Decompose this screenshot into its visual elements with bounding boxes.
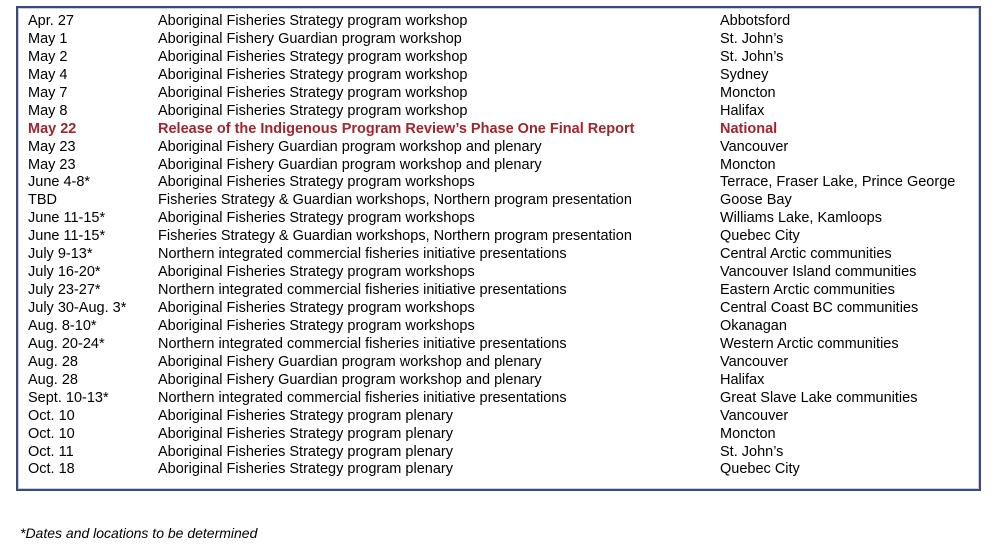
location-cell: Quebec City <box>720 461 800 478</box>
location-cell: Vancouver Island communities <box>720 264 917 281</box>
schedule-row <box>18 85 979 103</box>
schedule-row-highlighted <box>18 121 979 139</box>
location-cell: Goose Bay <box>720 192 792 209</box>
schedule-row <box>18 103 979 121</box>
location-cell: St. John’s <box>720 443 784 460</box>
schedule-table <box>16 6 981 491</box>
schedule-row <box>18 139 979 157</box>
location-cell: Western Arctic communities <box>720 335 899 352</box>
schedule-row <box>18 444 979 462</box>
location-cell: Halifax <box>720 371 765 388</box>
schedule-row <box>18 336 979 354</box>
date-cell: July 16-20* <box>28 264 101 281</box>
schedule-row <box>18 354 979 372</box>
date-cell: July 9-13* <box>28 246 93 263</box>
date-cell: TBD <box>28 192 57 209</box>
date-cell: Oct. 18 <box>28 461 75 478</box>
event-cell: Aboriginal Fisheries Strategy program workshops <box>158 210 475 227</box>
event-cell: Aboriginal Fisheries Strategy program workshop <box>158 66 468 83</box>
event-cell: Aboriginal Fishery Guardian program workshop and plenary <box>158 353 542 370</box>
event-cell: Aboriginal Fisheries Strategy program workshop <box>158 48 468 65</box>
schedule-row <box>18 246 979 264</box>
event-cell: Northern integrated commercial fisheries initiative presentations <box>158 389 567 406</box>
event-cell: Aboriginal Fisheries Strategy program workshop <box>158 13 468 29</box>
location-cell: Central Arctic communities <box>720 246 892 263</box>
schedule-rows <box>18 13 979 479</box>
schedule-row <box>18 282 979 300</box>
event-cell: Aboriginal Fisheries Strategy program plenary <box>158 461 453 478</box>
date-cell: Sept. 10-13* <box>28 389 109 406</box>
date-cell: May 8 <box>28 102 68 119</box>
schedule-row <box>18 426 979 444</box>
location-cell: Williams Lake, Kamloops <box>720 210 882 227</box>
date-cell: Aug. 28 <box>28 371 78 388</box>
schedule-row <box>18 264 979 282</box>
event-cell: Northern integrated commercial fisheries initiative presentations <box>158 282 567 299</box>
date-cell: July 23-27* <box>28 282 101 299</box>
date-cell: Oct. 10 <box>28 407 75 424</box>
location-cell: Great Slave Lake communities <box>720 389 918 406</box>
date-cell: Aug. 8-10* <box>28 317 97 334</box>
location-cell: Halifax <box>720 102 765 119</box>
event-cell: Aboriginal Fisheries Strategy program plenary <box>158 425 453 442</box>
date-cell: Oct. 11 <box>28 443 74 460</box>
event-cell: Aboriginal Fishery Guardian program workshop and plenary <box>158 371 542 388</box>
schedule-row <box>18 461 979 479</box>
date-cell: May 2 <box>28 48 68 65</box>
schedule-row <box>18 174 979 192</box>
schedule-row <box>18 228 979 246</box>
location-cell: Okanagan <box>720 317 787 334</box>
event-cell: Northern integrated commercial fisheries initiative presentations <box>158 335 567 352</box>
schedule-row <box>18 390 979 408</box>
schedule-row <box>18 372 979 390</box>
date-cell: May 23 <box>28 156 76 173</box>
schedule-row <box>18 300 979 318</box>
event-cell: Aboriginal Fisheries Strategy program plenary <box>158 407 453 424</box>
event-cell: Aboriginal Fisheries Strategy program workshops <box>158 264 475 281</box>
event-cell: Aboriginal Fisheries Strategy program workshops <box>158 317 475 334</box>
schedule-row <box>18 157 979 175</box>
event-cell: Aboriginal Fishery Guardian program workshop <box>158 30 462 47</box>
event-cell: Fisheries Strategy & Guardian workshops, Northern program presentation <box>158 192 632 209</box>
date-cell: May 4 <box>28 66 68 83</box>
location-cell: Moncton <box>720 84 776 101</box>
schedule-row <box>18 408 979 426</box>
event-cell: Release of the Indigenous Program Review’s Phase One Final Report <box>158 120 635 137</box>
date-cell: Apr. 27 <box>28 13 74 29</box>
event-cell: Fisheries Strategy & Guardian workshops, Northern program presentation <box>158 228 632 245</box>
event-cell: Northern integrated commercial fisheries initiative presentations <box>158 246 567 263</box>
location-cell: St. John’s <box>720 48 784 65</box>
event-cell: Aboriginal Fisheries Strategy program plenary <box>158 443 453 460</box>
date-cell: May 7 <box>28 84 68 101</box>
date-cell: June 11-15* <box>28 210 106 227</box>
schedule-row <box>18 192 979 210</box>
location-cell: Vancouver <box>720 138 789 155</box>
event-cell: Aboriginal Fishery Guardian program workshop and plenary <box>158 138 542 155</box>
event-cell: Aboriginal Fisheries Strategy program workshop <box>158 102 468 119</box>
schedule-row <box>18 49 979 67</box>
location-cell: Vancouver <box>720 353 789 370</box>
location-cell: Moncton <box>720 425 776 442</box>
location-cell: National <box>720 120 778 137</box>
date-cell: Aug. 20-24* <box>28 335 105 352</box>
schedule-row <box>18 210 979 228</box>
location-cell: Moncton <box>720 156 776 173</box>
location-cell: Eastern Arctic communities <box>720 282 895 299</box>
date-cell: Oct. 10 <box>28 425 75 442</box>
date-cell: May 1 <box>28 30 68 47</box>
event-cell: Aboriginal Fisheries Strategy program workshops <box>158 174 475 191</box>
schedule-row <box>18 13 979 31</box>
date-cell: June 11-15* <box>28 228 106 245</box>
date-cell: May 22 <box>28 120 77 137</box>
date-cell: June 4-8* <box>28 174 91 191</box>
event-cell: Aboriginal Fisheries Strategy program workshop <box>158 84 468 101</box>
location-cell: Abbotsford <box>720 13 791 29</box>
schedule-row <box>18 318 979 336</box>
footnote: *Dates and locations to be determined <box>20 525 258 541</box>
location-cell: Terrace, Fraser Lake, Prince George <box>720 174 956 191</box>
location-cell: Sydney <box>720 66 769 83</box>
location-cell: St. John’s <box>720 30 784 47</box>
schedule-row <box>18 31 979 49</box>
event-cell: Aboriginal Fishery Guardian program workshop and plenary <box>158 156 542 173</box>
date-cell: July 30-Aug. 3* <box>28 300 127 316</box>
location-cell: Quebec City <box>720 228 800 245</box>
date-cell: Aug. 28 <box>28 353 78 370</box>
date-cell: May 23 <box>28 138 76 155</box>
location-cell: Central Coast BC communities <box>720 300 919 316</box>
location-cell: Vancouver <box>720 407 789 424</box>
schedule-row <box>18 67 979 85</box>
event-cell: Aboriginal Fisheries Strategy program workshops <box>158 300 475 316</box>
